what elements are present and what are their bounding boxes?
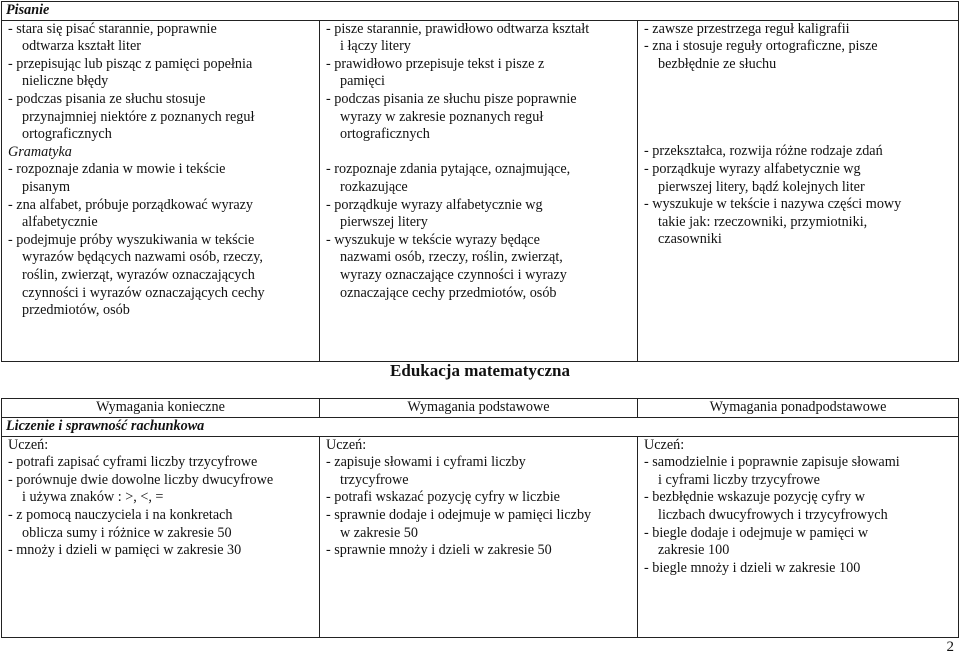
list-item-continuation: rozkazujące <box>340 178 408 195</box>
list-item: - podejmuje próby wyszukiwania w tekście <box>8 231 255 248</box>
list-item-continuation: bezbłędnie ze słuchu <box>658 55 777 72</box>
list-item: - porządkuje wyrazy alfabetycznie wg <box>326 196 543 213</box>
list-item-continuation: i cyframi liczby trzycyfrowe <box>658 471 820 488</box>
grammar-standard-list <box>326 161 634 302</box>
list-item: - potrafi zapisać cyframi liczby trzycyfrowe <box>8 454 258 471</box>
grammar-basic-list <box>8 161 316 319</box>
list-item: - przepisując lub pisząc z pamięci popełnia <box>8 55 253 72</box>
student-label: Uczeń: <box>326 436 367 453</box>
math-advanced-list <box>644 454 955 577</box>
list-item-continuation: zakresie 100 <box>658 542 730 559</box>
writing-heading-cell <box>2 2 959 21</box>
list-item-continuation: nazwami osób, rzeczy, roślin, zwierząt, <box>340 249 563 266</box>
list-item-continuation: przynajmniej niektóre z poznanych reguł <box>22 108 255 125</box>
list-item-continuation: pisanym <box>22 178 71 195</box>
grammar-advanced-list <box>644 143 955 249</box>
list-item: - rozpoznaje zdania w mowie i tekście <box>8 161 226 178</box>
list-item-continuation: ortograficznych <box>22 126 112 143</box>
header-basic: Wymagania konieczne <box>2 399 320 418</box>
list-item: - mnoży i dzieli w pamięci w zakresie 30 <box>8 542 242 559</box>
student-label: Uczeń: <box>8 436 49 453</box>
header-standard: Wymagania podstawowe <box>320 399 638 418</box>
list-item-continuation: pamięci <box>340 73 385 90</box>
math-section-cell <box>2 418 959 437</box>
math-standard-list <box>326 454 634 560</box>
header-advanced: Wymagania ponadpodstawowe <box>638 399 959 418</box>
writing-standard-list <box>326 21 634 144</box>
list-item: - stara się pisać starannie, poprawnie <box>8 20 217 37</box>
list-item-continuation: takie jak: rzeczowniki, przymiotniki, <box>658 213 868 230</box>
list-item-continuation: nieliczne błędy <box>22 73 109 90</box>
list-item-continuation: wyrazów będących nazwami osób, rzeczy, <box>22 249 263 266</box>
math-standard-cell <box>320 436 638 637</box>
page-number: 2 <box>946 639 954 656</box>
list-item-continuation: ortograficznych <box>340 126 430 143</box>
writing-basic-list <box>8 21 316 144</box>
list-item: - samodzielnie i poprawnie zapisuje słowami <box>644 454 900 471</box>
list-item: - porównuje dwie dowolne liczby dwucyfrowe <box>8 471 274 488</box>
list-item-continuation: roślin, zwierząt, wyrazów oznaczających <box>22 266 255 283</box>
list-item: - prawidłowo przepisuje tekst i pisze z <box>326 55 545 72</box>
list-item: - bezbłędnie wskazuje pozycję cyfry w <box>644 489 865 506</box>
section-heading: Gramatyka <box>8 143 72 160</box>
list-item: - zna alfabet, próbuje porządkować wyrazy <box>8 196 254 213</box>
writing-advanced-list <box>644 21 955 74</box>
list-item: - rozpoznaje zdania pytające, oznajmujące, <box>326 161 571 178</box>
list-item: - zna i stosuje reguły ortograficzne, pisze <box>644 38 878 55</box>
list-item-continuation: oblicza sumy i różnice w zakresie 50 <box>22 524 232 541</box>
list-item: - wyszukuje w tekście i nazywa części mowy <box>644 196 902 213</box>
list-item-continuation: oznaczające cechy przedmiotów, osób <box>340 284 557 301</box>
math-section-title: Edukacja matematyczna <box>390 361 570 380</box>
list-item: - przekształca, rozwija różne rodzaje zdań <box>644 143 883 160</box>
list-item-continuation: przedmiotów, osób <box>22 302 130 319</box>
list-item-continuation: alfabetycznie <box>22 214 98 231</box>
list-item: - potrafi wskazać pozycję cyfry w liczbie <box>326 489 560 506</box>
math-advanced-cell <box>638 436 959 637</box>
math-basic-cell <box>2 436 320 637</box>
list-item: - biegle mnoży i dzieli w zakresie 100 <box>644 559 861 576</box>
list-item-continuation: czynności i wyrazów oznaczających cechy <box>22 284 265 301</box>
math-basic-list <box>8 454 316 560</box>
list-item-continuation: wyrazy w zakresie poznanych reguł <box>340 108 544 125</box>
list-item: - biegle dodaje i odejmuje w pamięci w <box>644 524 869 541</box>
list-item-continuation: pierwszej litery <box>340 214 428 231</box>
list-item-continuation: i łączy litery <box>340 38 411 55</box>
list-item-continuation: i używa znaków : >, <, = <box>22 489 164 506</box>
advanced-requirements-cell <box>638 20 959 361</box>
section-heading: Pisanie <box>6 2 50 18</box>
list-item-continuation: w zakresie 50 <box>340 524 418 541</box>
list-item: - sprawnie mnoży i dzieli w zakresie 50 <box>326 542 552 559</box>
list-item-continuation: wyrazy oznaczające czynności i wyrazy <box>340 266 567 283</box>
list-item-continuation: pierwszej litery, bądź kolejnych liter <box>658 178 865 195</box>
list-item-continuation: odtwarza kształt liter <box>22 38 141 55</box>
list-item: - sprawnie dodaje i odejmuje w pamięci liczby <box>326 506 592 523</box>
list-item: - podczas pisania ze słuchu pisze poprawnie <box>326 90 577 107</box>
student-label: Uczeń: <box>644 436 685 453</box>
list-item: - podczas pisania ze słuchu stosuje <box>8 90 206 107</box>
list-item: - z pomocą nauczyciela i na konkretach <box>8 506 233 523</box>
list-item: - zawsze przestrzega reguł kaligrafii <box>644 20 850 37</box>
literacy-requirements-table <box>1 1 959 362</box>
list-item: - pisze starannie, prawidłowo odtwarza kształt <box>326 20 590 37</box>
list-item-continuation: czasowniki <box>658 231 722 248</box>
list-item-continuation: trzycyfrowe <box>340 471 409 488</box>
basic-requirements-cell <box>2 20 320 361</box>
list-item: - wyszukuje w tekście wyrazy będące <box>326 231 540 248</box>
list-item: - zapisuje słowami i cyframi liczby <box>326 454 526 471</box>
subsection-heading: Liczenie i sprawność rachunkowa <box>6 418 205 434</box>
math-requirements-table <box>1 398 959 638</box>
standard-requirements-cell <box>320 20 638 361</box>
list-item: - porządkuje wyrazy alfabetycznie wg <box>644 160 861 177</box>
list-item-continuation: liczbach dwucyfrowych i trzycyfrowych <box>658 506 888 523</box>
